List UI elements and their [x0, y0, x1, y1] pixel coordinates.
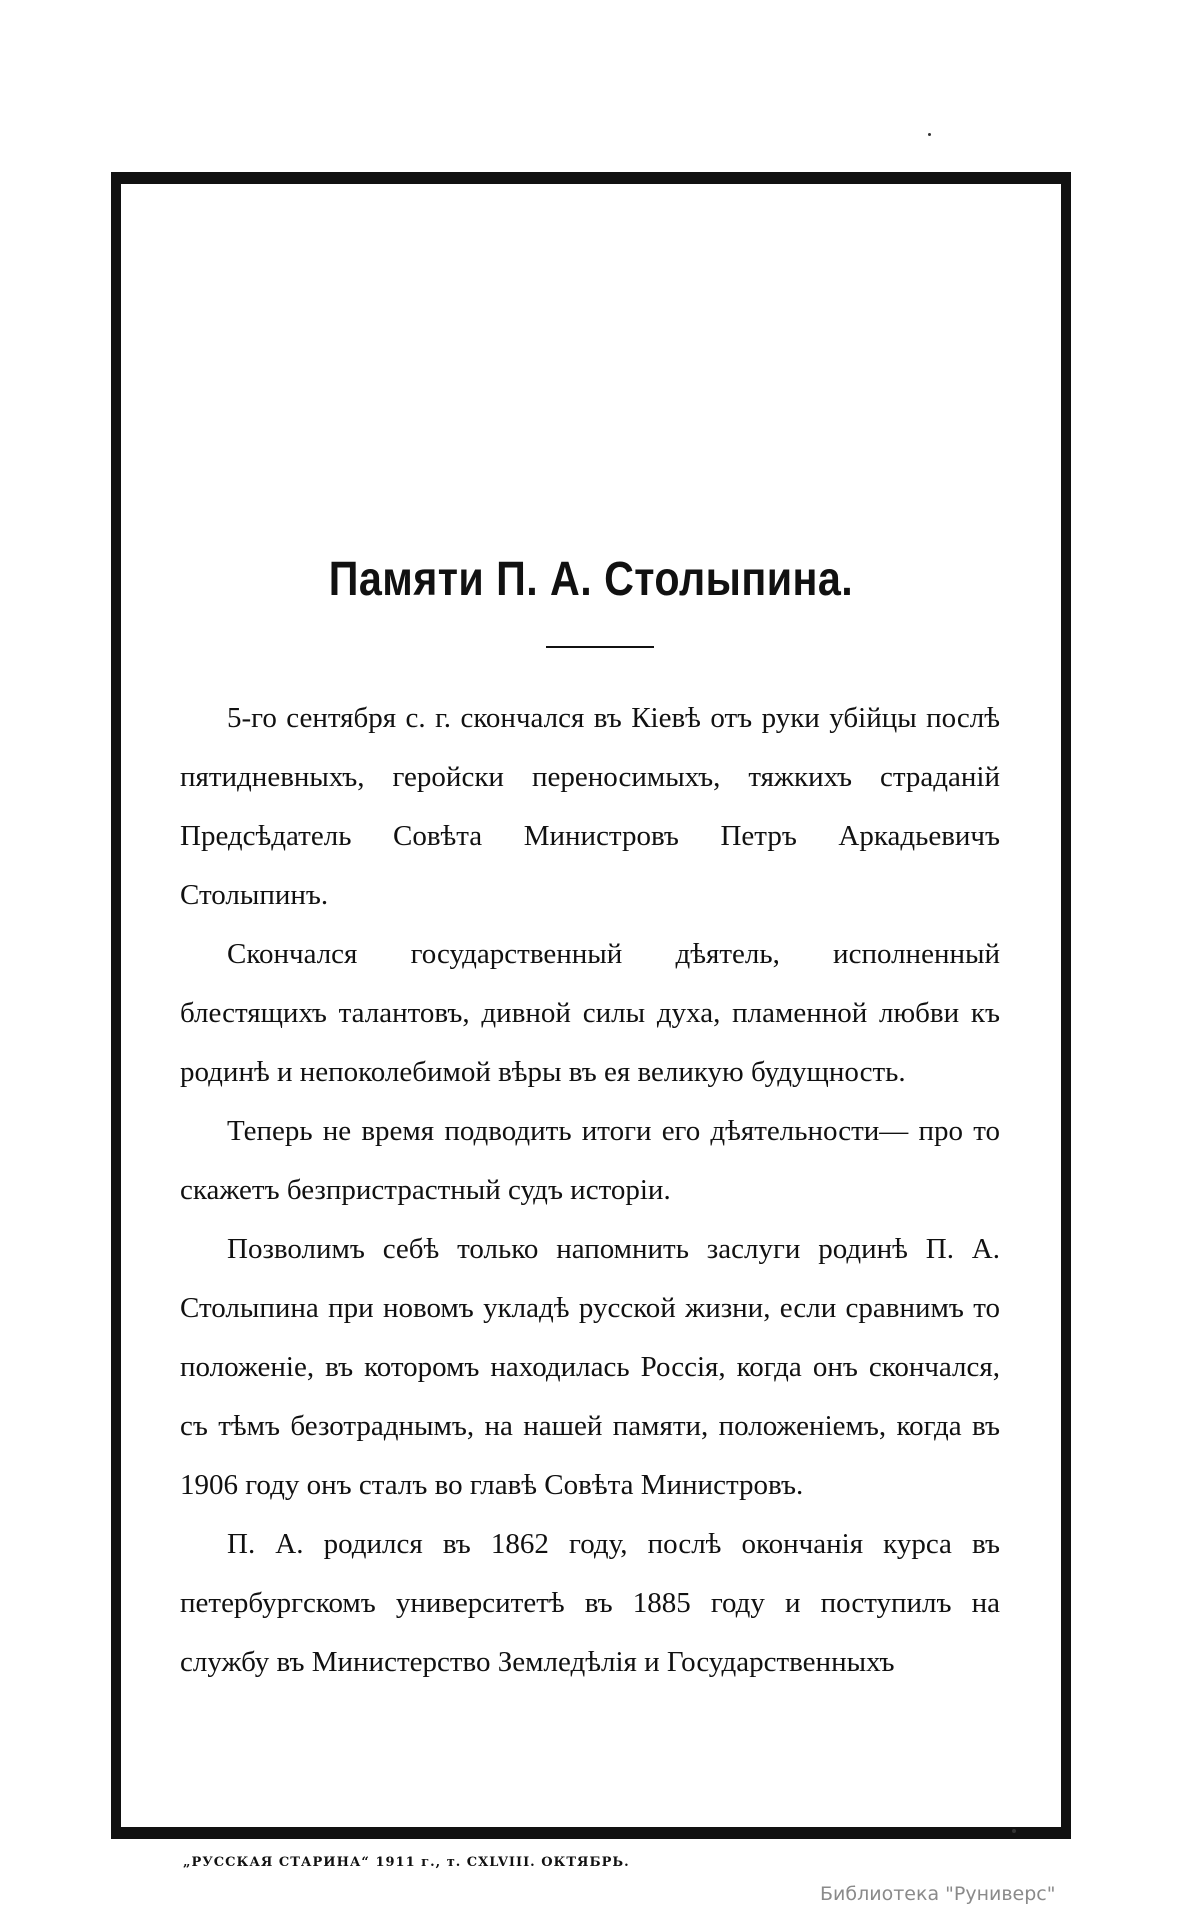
paragraph: П. А. родился въ 1862 году, послѣ окончанія курса въ петербургскомъ университетѣ въ 1885 году и поступилъ на службу въ Министерство Земледѣлія и Государственныхъ [180, 1528, 1000, 1678]
paragraph: Скончался государственный дѣятель, исполненный блестящихъ талантовъ, дивной силы духа, пламенной любви къ родинѣ и непоколебимой вѣры въ ея великую будущность. [180, 938, 1000, 1088]
article-body [180, 689, 1000, 1692]
library-watermark: Библиотека "Руниверс" [820, 1883, 1056, 1905]
mourning-frame [111, 172, 1071, 1839]
print-speck [928, 133, 931, 136]
paragraph: Теперь не время подводить итоги его дѣятельности— про то скажетъ безпристрастный судъ исторіи. [180, 1115, 1000, 1206]
print-speck [1012, 1829, 1016, 1833]
paragraph: Позволимъ себѣ только напомнить заслуги родинѣ П. А. Столыпина при новомъ укладѣ русской жизни, если сравнимъ то положеніе, въ которомъ находилась Россія, когда онъ скончался, съ тѣмъ безотраднымъ, на нашей памяти, положеніемъ, когда въ 1906 году онъ сталъ во главѣ Совѣта Министровъ. [180, 1233, 1000, 1501]
journal-footer: „РУССКАЯ СТАРИНА“ 1911 г., т. CXLVIII. ОКТЯБРЬ. [183, 1855, 630, 1870]
title-divider [546, 646, 654, 648]
article-title: Памяти П. А. Столыпина. [328, 553, 854, 606]
paragraph: 5-го сентября с. г. скончался въ Кіевѣ отъ руки убійцы послѣ пятидневныхъ, геройски переносимыхъ, тяжкихъ страданій Предсѣдатель Совѣта Министровъ Петръ Аркадьевичъ Столыпинъ. [180, 702, 1000, 911]
